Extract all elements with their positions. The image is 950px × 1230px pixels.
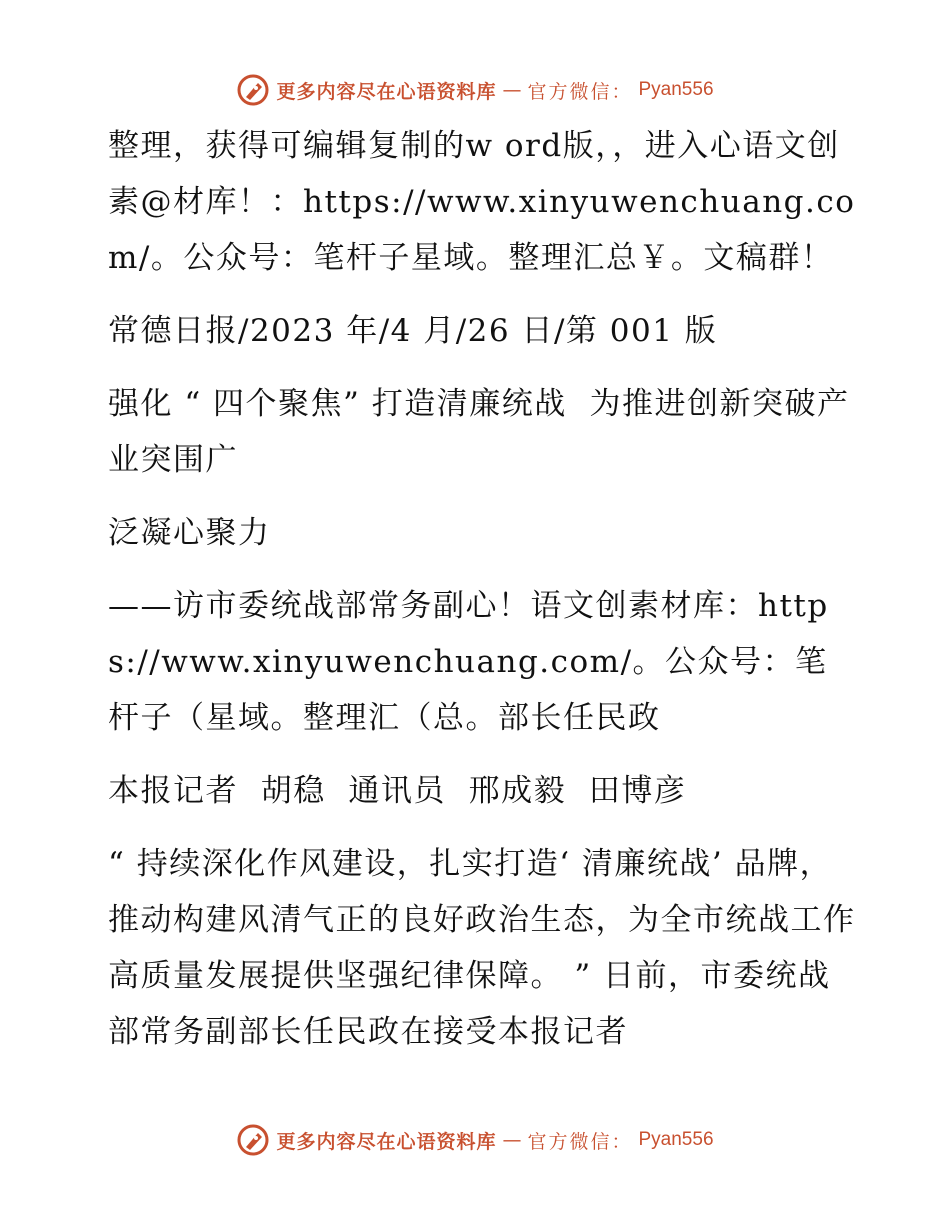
dateline: 常德日报/2023 年/4 月/26 日/第 001 版 [108, 313, 718, 349]
banner-wechat-id: Pyan556 [638, 79, 714, 100]
banner-wechat-id: Pyan556 [638, 1129, 714, 1150]
banner-brand-text: 更多内容尽在心语资料库 [276, 80, 497, 103]
header-banner [0, 70, 950, 110]
banner-wechat-label: 官方微信： [527, 80, 633, 103]
banner-wechat-label: 官方微信： [527, 1130, 633, 1153]
banner-separator: — [502, 79, 522, 101]
intro-paragraph: 整理，获得可编辑复制的w ord版，，进入心语文创素@材库！：https://www.xinyuwenchuang.com/。公众号：笔杆子星域。整理汇总￥。文稿群！ [108, 128, 856, 276]
article-headline: 强化 “ 四个聚焦” 打造清廉统战 为推进创新突破产业突围广 [108, 386, 850, 478]
footer-banner [0, 1120, 950, 1160]
banner-separator: — [502, 1129, 522, 1151]
pen-nib-logo-icon [236, 73, 270, 107]
article-subheadline: ——访市委统战部常务副心！语文创素材库：https://www.xinyuwenchuang.com/。公众号：笔杆子（星域。整理汇（总。部长任民政 [108, 588, 829, 736]
article-headline-continued: 泛凝心聚力 [108, 515, 271, 551]
body-paragraph: “ 持续深化作风建设，扎实打造‘ 清廉统战’ 品牌，推动构建风清气正的良好政治生态，为全市统战工作高质量发展提供坚强纪律保障。 ” 日前，市委统战部常务副部长任民政在接受本报记者 [108, 846, 856, 1050]
pen-nib-logo-icon [236, 1123, 270, 1157]
banner-brand-text: 更多内容尽在心语资料库 [276, 1130, 497, 1153]
document-body [98, 118, 858, 1108]
byline: 本报记者 胡稳 通讯员 邢成毅 田博彦 [108, 773, 687, 809]
